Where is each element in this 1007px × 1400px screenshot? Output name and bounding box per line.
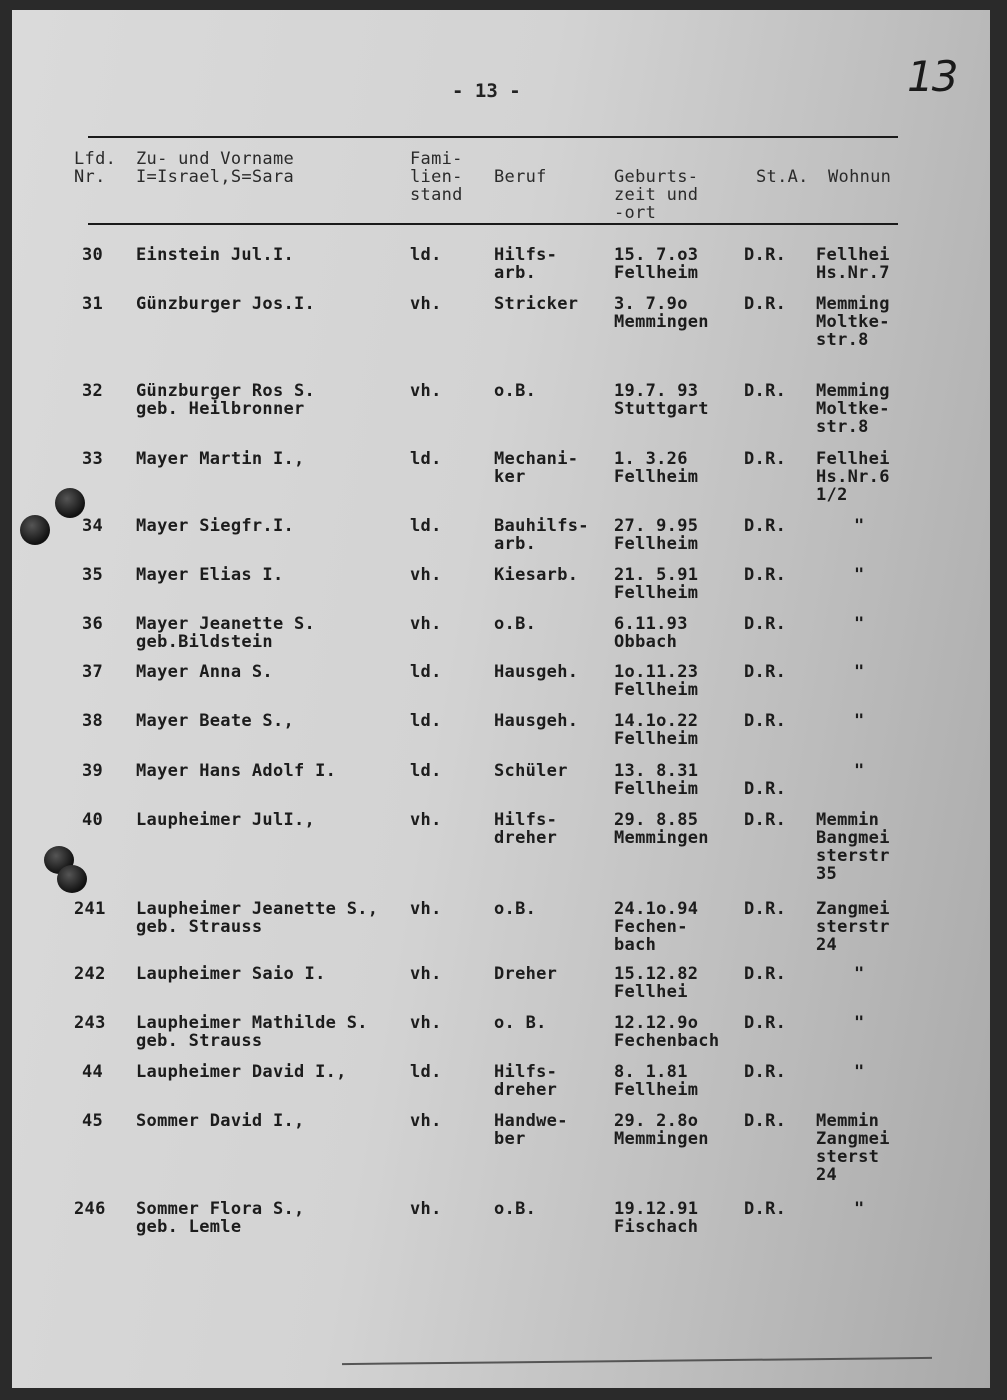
row-name: Laupheimer Jeanette S., geb. Strauss <box>136 899 379 937</box>
row-beruf: o.B. <box>494 899 537 919</box>
header-sta: St.A. <box>756 167 809 187</box>
row-number: 40 <box>82 810 104 830</box>
row-staatsangehoerigkeit: D.R. <box>744 810 787 830</box>
row-name: Mayer Siegfr.I. <box>136 516 295 536</box>
document-page <box>12 10 990 1388</box>
row-staatsangehoerigkeit: D.R. <box>744 662 787 682</box>
row-number: 32 <box>82 381 104 401</box>
row-beruf: Stricker <box>494 294 579 314</box>
row-staatsangehoerigkeit: D.R. <box>744 565 787 585</box>
row-name: Mayer Hans Adolf I. <box>136 761 337 781</box>
row-number: 246 <box>74 1199 106 1219</box>
row-name: Laupheimer JulI., <box>136 810 316 830</box>
row-name: Laupheimer David I., <box>136 1062 347 1082</box>
row-wohnung: Fellhei Hs.Nr.6 1/2 <box>816 449 890 505</box>
row-wohnung: " <box>854 1013 865 1033</box>
row-staatsangehoerigkeit: D.R. <box>744 1062 787 1082</box>
row-staatsangehoerigkeit: D.R. <box>744 899 787 919</box>
row-name: Günzburger Jos.I. <box>136 294 316 314</box>
punch-hole <box>20 515 50 545</box>
row-wohnung: " <box>854 964 865 984</box>
row-wohnung: Fellhei Hs.Nr.7 <box>816 245 890 283</box>
row-number: 243 <box>74 1013 106 1033</box>
row-geburt: 14.1o.22 Fellheim <box>614 711 699 749</box>
row-name: Mayer Jeanette S. geb.Bildstein <box>136 614 316 652</box>
row-wohnung: " <box>854 614 865 634</box>
row-name: Sommer David I., <box>136 1111 305 1131</box>
row-staatsangehoerigkeit: D.R. <box>744 711 787 731</box>
row-number: 36 <box>82 614 104 634</box>
row-familienstand: ld. <box>410 245 442 265</box>
row-familienstand: vh. <box>410 294 442 314</box>
row-familienstand: vh. <box>410 1111 442 1131</box>
header-wohnung: Wohnun <box>828 167 892 187</box>
punch-hole <box>57 865 87 893</box>
row-number: 30 <box>82 245 104 265</box>
row-beruf: Hilfs- dreher <box>494 1062 558 1100</box>
row-name: Günzburger Ros S. geb. Heilbronner <box>136 381 316 419</box>
row-name: Mayer Elias I. <box>136 565 284 585</box>
row-beruf: Kiesarb. <box>494 565 579 585</box>
row-name: Einstein Jul.I. <box>136 245 295 265</box>
row-familienstand: vh. <box>410 899 442 919</box>
row-geburt: 15. 7.o3 Fellheim <box>614 245 699 283</box>
row-beruf: o. B. <box>494 1013 547 1033</box>
row-beruf: Hausgeh. <box>494 662 579 682</box>
row-geburt: 15.12.82 Fellhei <box>614 964 699 1002</box>
row-staatsangehoerigkeit: D.R. <box>744 1013 787 1033</box>
row-number: 35 <box>82 565 104 585</box>
header-lfd: Lfd. Nr. <box>74 149 117 187</box>
row-number: 37 <box>82 662 104 682</box>
row-number: 33 <box>82 449 104 469</box>
row-geburt: 6.11.93 Obbach <box>614 614 688 652</box>
row-familienstand: vh. <box>410 614 442 634</box>
row-familienstand: ld. <box>410 761 442 781</box>
row-number: 44 <box>82 1062 104 1082</box>
row-beruf: Schüler <box>494 761 568 781</box>
row-beruf: Bauhilfs- arb. <box>494 516 589 554</box>
row-staatsangehoerigkeit: D.R. <box>744 381 787 401</box>
row-wohnung: " <box>854 711 865 731</box>
row-wohnung: Zangmei sterstr 24 <box>816 899 890 955</box>
row-geburt: 19.12.91 Fischach <box>614 1199 699 1237</box>
row-name: Laupheimer Saio I. <box>136 964 326 984</box>
row-beruf: Hilfs- dreher <box>494 810 558 848</box>
row-geburt: 19.7. 93 Stuttgart <box>614 381 709 419</box>
row-familienstand: vh. <box>410 1199 442 1219</box>
row-beruf: Hausgeh. <box>494 711 579 731</box>
header-name: Zu- und Vorname I=Israel,S=Sara <box>136 149 295 187</box>
row-beruf: o.B. <box>494 1199 537 1219</box>
row-wohnung: " <box>854 761 865 781</box>
row-staatsangehoerigkeit: D.R. <box>744 1111 787 1131</box>
header-geburt: Geburts- zeit und -ort <box>614 167 699 223</box>
row-geburt: 29. 8.85 Memmingen <box>614 810 709 848</box>
row-geburt: 21. 5.91 Fellheim <box>614 565 699 603</box>
header-top-rule <box>88 136 898 138</box>
row-wohnung: Memmin Bangmei sterstr 35 <box>816 810 890 884</box>
row-familienstand: ld. <box>410 711 442 731</box>
row-wohnung: Memmin Zangmei sterst 24 <box>816 1111 890 1185</box>
row-familienstand: ld. <box>410 1062 442 1082</box>
row-wohnung: " <box>854 1062 865 1082</box>
row-beruf: Mechani- ker <box>494 449 579 487</box>
row-geburt: 8. 1.81 Fellheim <box>614 1062 699 1100</box>
row-number: 38 <box>82 711 104 731</box>
row-staatsangehoerigkeit: D.R. <box>744 779 787 799</box>
row-beruf: o.B. <box>494 381 537 401</box>
row-wohnung: " <box>854 1199 865 1219</box>
row-geburt: 13. 8.31 Fellheim <box>614 761 699 799</box>
row-name: Laupheimer Mathilde S. geb. Strauss <box>136 1013 368 1051</box>
row-number: 242 <box>74 964 106 984</box>
row-wohnung: " <box>854 565 865 585</box>
row-beruf: Dreher <box>494 964 558 984</box>
row-staatsangehoerigkeit: D.R. <box>744 614 787 634</box>
row-beruf: Hilfs- arb. <box>494 245 558 283</box>
row-geburt: 1o.11.23 Fellheim <box>614 662 699 700</box>
row-geburt: 12.12.9o Fechenbach <box>614 1013 720 1051</box>
row-name: Sommer Flora S., geb. Lemle <box>136 1199 305 1237</box>
row-geburt: 27. 9.95 Fellheim <box>614 516 699 554</box>
row-familienstand: ld. <box>410 662 442 682</box>
row-number: 45 <box>82 1111 104 1131</box>
row-familienstand: vh. <box>410 810 442 830</box>
row-familienstand: ld. <box>410 516 442 536</box>
row-geburt: 24.1o.94 Fechen- bach <box>614 899 699 955</box>
page-number: - 13 - <box>452 80 521 102</box>
row-familienstand: ld. <box>410 449 442 469</box>
punch-hole <box>55 488 85 518</box>
row-beruf: o.B. <box>494 614 537 634</box>
row-beruf: Handwe- ber <box>494 1111 568 1149</box>
header-beruf: Beruf <box>494 167 547 187</box>
row-number: 34 <box>82 516 104 536</box>
row-name: Mayer Beate S., <box>136 711 295 731</box>
row-name: Mayer Anna S. <box>136 662 273 682</box>
row-staatsangehoerigkeit: D.R. <box>744 245 787 265</box>
row-staatsangehoerigkeit: D.R. <box>744 964 787 984</box>
row-geburt: 1. 3.26 Fellheim <box>614 449 699 487</box>
bottom-rule <box>342 1357 932 1365</box>
row-staatsangehoerigkeit: D.R. <box>744 294 787 314</box>
row-wohnung: " <box>854 662 865 682</box>
row-familienstand: vh. <box>410 381 442 401</box>
row-familienstand: vh. <box>410 964 442 984</box>
row-name: Mayer Martin I., <box>136 449 305 469</box>
row-geburt: 29. 2.8o Memmingen <box>614 1111 709 1149</box>
row-wohnung: Memming Moltke- str.8 <box>816 381 890 437</box>
row-wohnung: " <box>854 516 865 536</box>
row-number: 39 <box>82 761 104 781</box>
row-staatsangehoerigkeit: D.R. <box>744 516 787 536</box>
handwritten-page-number: 13 <box>907 52 957 101</box>
row-number: 31 <box>82 294 104 314</box>
row-number: 241 <box>74 899 106 919</box>
row-staatsangehoerigkeit: D.R. <box>744 449 787 469</box>
row-wohnung: Memming Moltke- str.8 <box>816 294 890 350</box>
header-familienstand: Fami- lien- stand <box>410 149 463 205</box>
row-familienstand: vh. <box>410 1013 442 1033</box>
row-familienstand: vh. <box>410 565 442 585</box>
row-staatsangehoerigkeit: D.R. <box>744 1199 787 1219</box>
row-geburt: 3. 7.9o Memmingen <box>614 294 709 332</box>
header-bottom-rule <box>88 223 898 225</box>
